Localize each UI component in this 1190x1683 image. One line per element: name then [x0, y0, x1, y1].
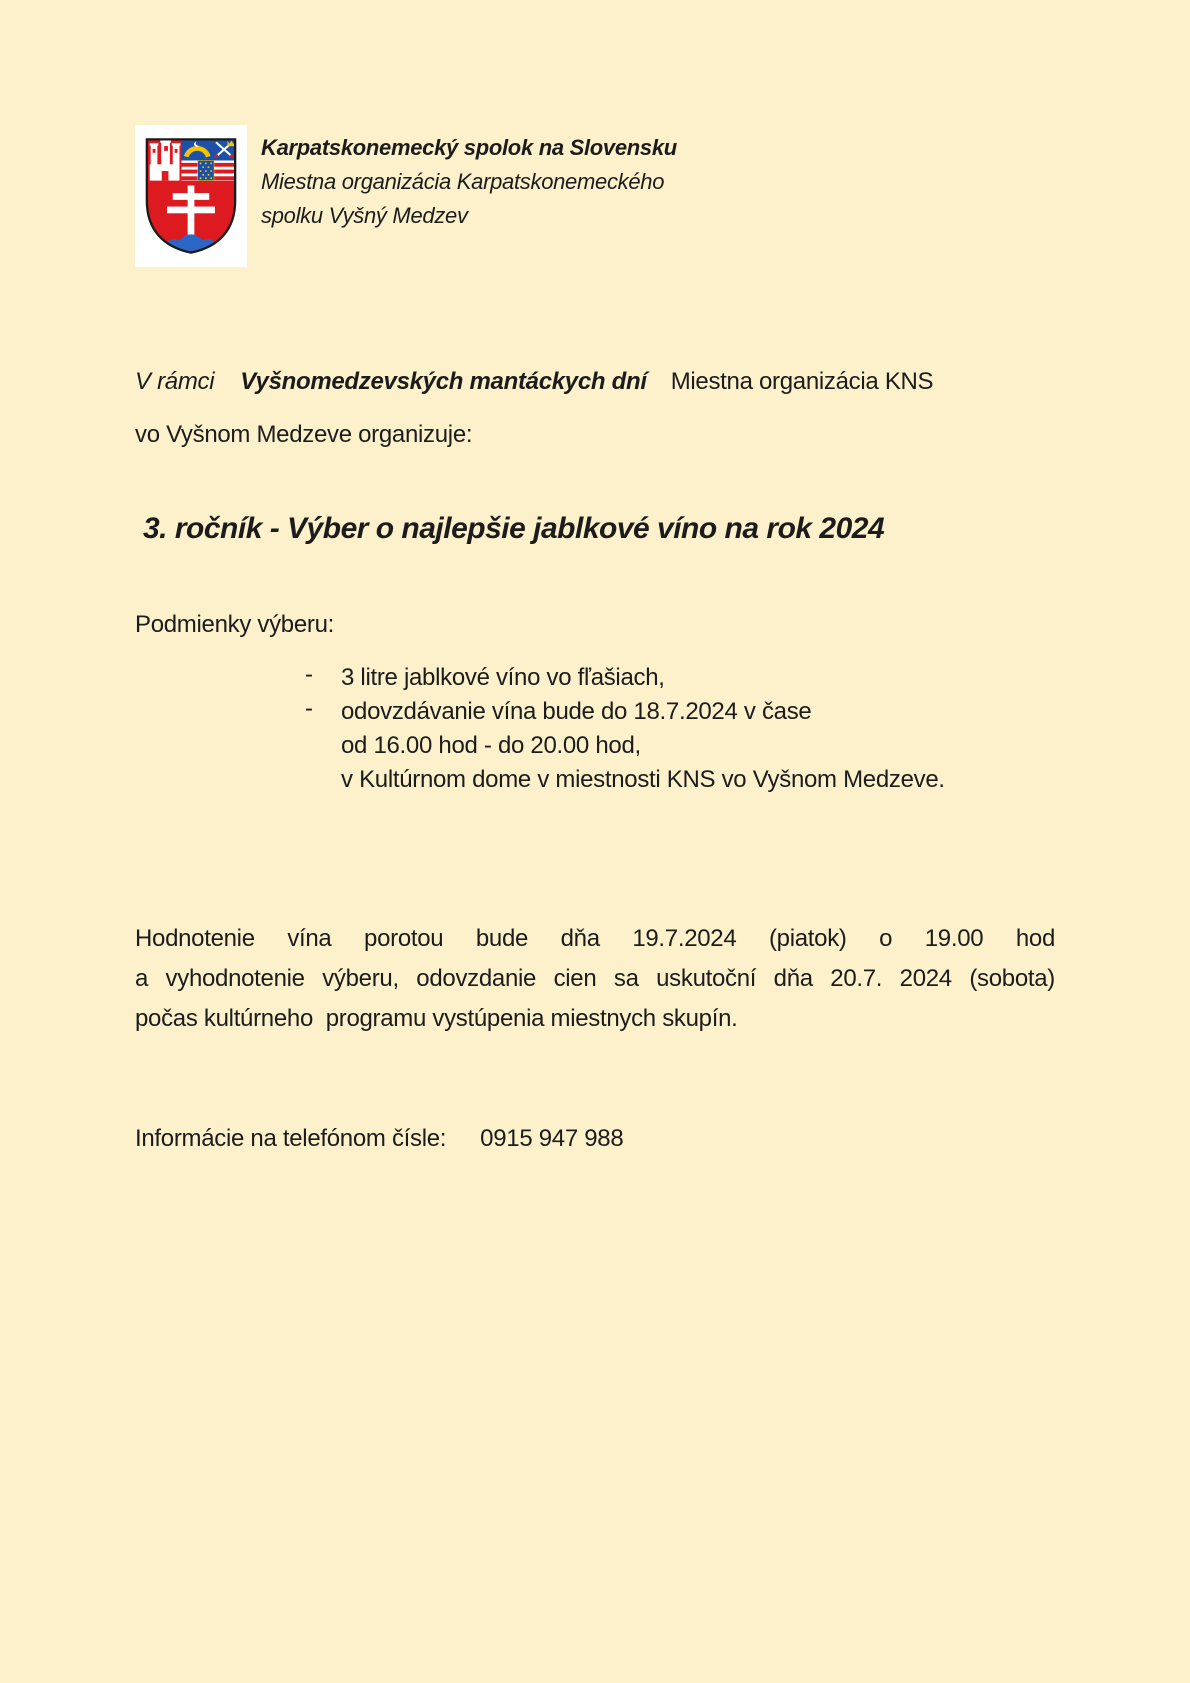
conditions-list [305, 661, 1055, 797]
page-title: 3. ročník - Výber o najlepšie jablkové víno na rok 2024 [143, 512, 885, 545]
intro-section [135, 367, 1055, 450]
org-name-line1: Karpatskonemecký spolok na Slovensku [261, 135, 677, 160]
intro-event-name: Vyšnomedzevských mantáckych dní [240, 368, 647, 395]
bullet-dash: - [305, 695, 313, 722]
bullet-dash: - [305, 661, 313, 688]
header [135, 125, 1055, 267]
list-item-text [341, 695, 945, 797]
intro-line1 [135, 367, 1055, 397]
list-item-line: v Kultúrnom dome v miestnosti KNS vo Vyšnom Medzeve. [341, 766, 945, 793]
list-item-line: od 16.00 hod - do 20.00 hod, [341, 732, 641, 759]
org-name-line2: Miestna organizácia Karpatskonemeckého [261, 169, 665, 194]
list-item [305, 695, 1055, 797]
list-item-text [341, 661, 665, 695]
list-item-line: 3 litre jablkové víno vo fľašiach, [341, 664, 665, 691]
contact-label: Informácie na telefónom čísle: [135, 1125, 447, 1152]
org-name-line3: spolku Vyšný Medzev [261, 203, 468, 228]
conditions-heading: Podmienky výberu: [135, 611, 334, 638]
list-item [305, 661, 1055, 695]
phone-number: 0915 947 988 [480, 1125, 624, 1152]
list-item-line: odovzdávanie vína bude do 18.7.2024 v čase [341, 698, 812, 725]
org-name-block [261, 131, 677, 233]
intro-line2: vo Vyšnom Medzeve organizuje: [135, 421, 473, 448]
contact-line [135, 1125, 1055, 1153]
intro-organizer: Miestna organizácia KNS [670, 368, 934, 395]
intro-prefix: V rámci [135, 368, 215, 395]
paragraph-line: počas kultúrneho programu vystúpenia miestnych skupín. [135, 1005, 738, 1032]
evaluation-paragraph [135, 919, 1055, 1039]
logo-box [135, 125, 247, 267]
paragraph-line: a vyhodnotenie výberu, odovzdanie cien sa uskutoční dňa 20.7. 2024 (sobota) [135, 965, 1055, 992]
paragraph-line: Hodnotenie vína porotou bude dňa 19.7.2024 (piatok) o 19.00 hod [135, 925, 1055, 952]
coat-of-arms-icon [143, 133, 239, 259]
